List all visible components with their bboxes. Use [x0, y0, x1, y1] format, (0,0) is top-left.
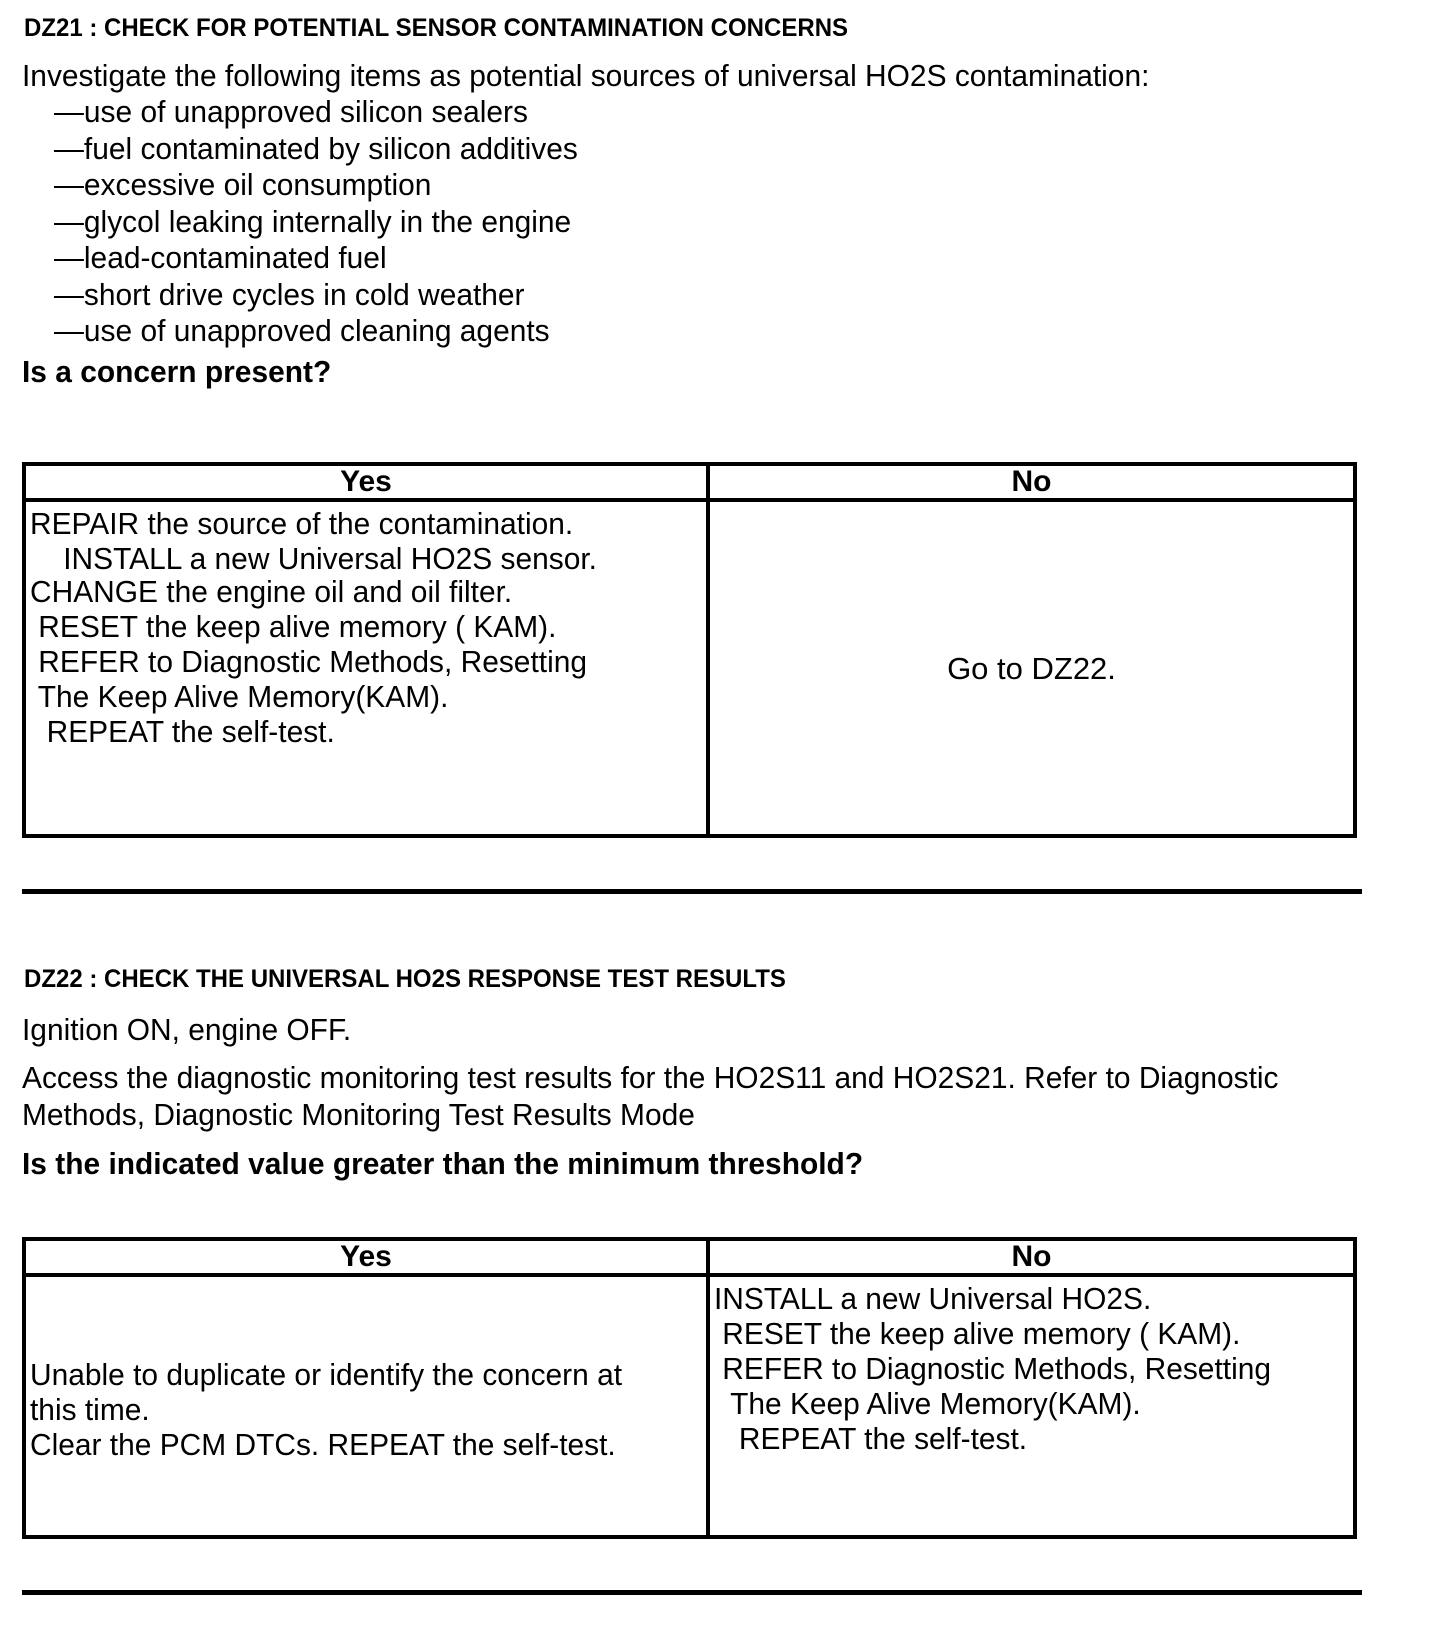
step-dz22-paragraph: Methods, Diagnostic Monitoring Test Results Modе	[22, 1097, 695, 1132]
step-dz22-paragraph: Ignition ON, engine OFF.	[22, 1012, 352, 1047]
list-item: —use of unapproved cleaning agents	[54, 313, 550, 348]
action-line: RESET the keep alive memory ( KAM).	[714, 1316, 1241, 1351]
action-line: Unable to duplicate or identify the concern at	[30, 1357, 623, 1392]
goto-dz22-link[interactable]: Go to DZ22.	[947, 650, 1116, 686]
action-line: REPEAT the self-test.	[714, 1421, 1028, 1456]
yes-action-cell	[24, 1275, 708, 1537]
list-item: —lead-contaminated fuel	[54, 240, 387, 275]
step-dz22-question: Is the indicated value greater than the minimum threshold?	[22, 1146, 864, 1181]
action-line: The Keep Alive Memory(KAM).	[30, 679, 449, 714]
dz22-decision-table	[22, 1237, 1357, 1539]
step-dz21-intro: Investigate the following items as potential sources of universal HO2S contamination:	[22, 58, 1150, 93]
action-line: REFER to Diagnostic Methods, Resetting	[714, 1351, 1272, 1386]
yes-column-header: Yes	[24, 464, 708, 500]
action-line: REPAIR the source of the contamination.	[30, 506, 574, 541]
no-column-header: No	[708, 1239, 1355, 1275]
yes-column-header: Yes	[24, 1239, 708, 1275]
list-item: —glycol leaking internally in the engine	[54, 203, 572, 239]
step-dz21-question: Is a concern present?	[22, 354, 332, 389]
action-line: The Keep Alive Memory(KAM).	[714, 1386, 1141, 1421]
list-item: —use of unapproved silicon sealers	[54, 94, 528, 129]
action-line: REFER to Diagnostic Methods, Resetting	[30, 644, 588, 679]
step-dz21-title: DZ21 : CHECK FOR POTENTIAL SENSOR CONTAMINATION CONCERNS	[24, 14, 849, 42]
action-line: RESET the keep alive memory ( KAM).	[30, 609, 557, 644]
section-divider	[22, 889, 1362, 894]
action-line: INSTALL a new Universal HO2S sensor.	[30, 541, 597, 576]
action-line: this time.	[30, 1392, 150, 1427]
list-item: —short drive cycles in cold weather	[54, 276, 525, 312]
step-dz22-paragraph: Access the diagnostic monitoring test results for the HO2S11 and HO2S21. Refer to Diagnostic	[22, 1060, 1279, 1095]
step-dz22-title: DZ22 : CHECK THE UNIVERSAL HO2S RESPONSE TEST RESULTS	[24, 965, 786, 993]
dz21-decision-table	[22, 462, 1357, 838]
action-line: INSTALL a new Universal HO2S.	[714, 1281, 1152, 1316]
action-line: CHANGE the engine oil and oil filter.	[30, 574, 513, 609]
no-action-cell	[708, 500, 1355, 836]
contamination-sources-list	[54, 94, 578, 350]
list-item: —fuel contaminated by silicon additives	[54, 130, 578, 166]
yes-action-cell	[24, 500, 708, 836]
list-item: —excessive oil consumption	[54, 167, 432, 202]
section-divider	[22, 1590, 1362, 1595]
action-line: Clear the PCM DTCs. REPEAT the self-test.	[30, 1427, 616, 1462]
no-column-header: No	[708, 464, 1355, 500]
no-action-cell	[708, 1275, 1355, 1537]
action-line: REPEAT the self-test.	[30, 714, 335, 749]
